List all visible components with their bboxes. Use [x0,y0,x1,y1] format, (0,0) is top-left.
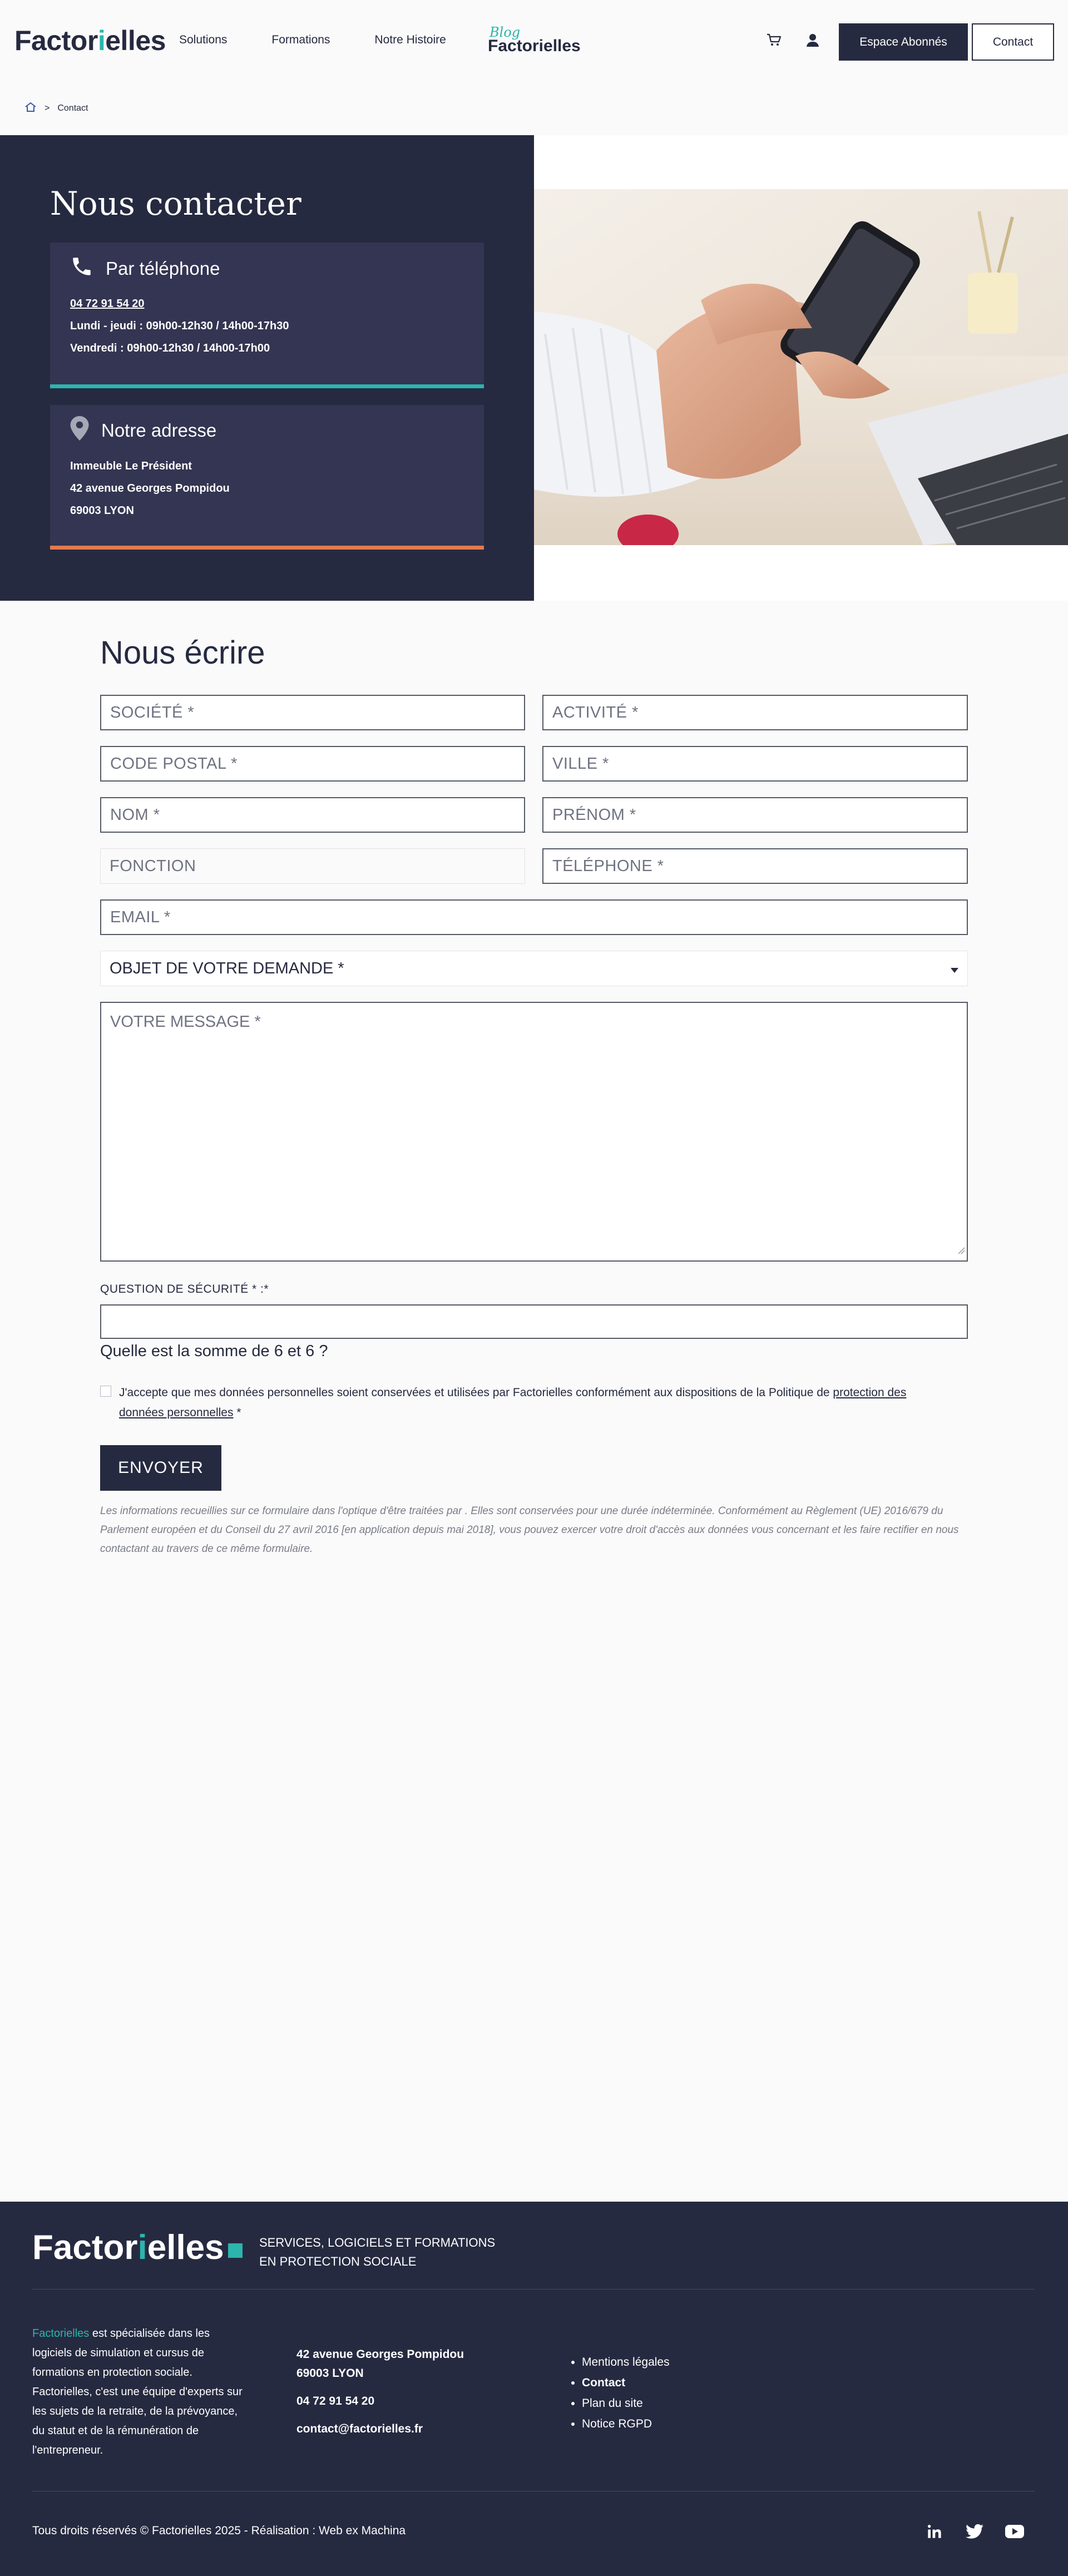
subscriber-area-button[interactable]: Espace Abonnés [839,23,968,61]
footer-contact-info [296,2345,464,2439]
cart-icon[interactable] [764,31,783,50]
breadcrumb [24,102,88,115]
footer-email[interactable]: contact@factorielles.fr [296,2422,423,2435]
message-textarea[interactable]: VOTRE MESSAGE * [100,1002,968,1262]
hours-friday: Vendredi : 09h00-12h30 / 14h00-17h00 [70,342,270,354]
footer-about: Factorielles est spécialisée dans les logiciels de simulation et cursus de formations en protection sociale. Factorielles, c'est une équipe d'experts sur les sujets de la retraite, de la prévoyance, du statut et de la rémunération de l'entrepreneur. [32,2327,243,2456]
security-answer-input[interactable] [100,1304,968,1339]
location-pin-icon [70,416,89,445]
ville-field[interactable]: VILLE * [542,746,968,782]
footer-address-1: 42 avenue Georges Pompidou [296,2348,464,2361]
email-field[interactable]: EMAIL * [100,899,968,935]
site-header [0,0,1068,82]
footer-link-mentions[interactable]: • Mentions légales [582,2352,670,2372]
footer-link-plan[interactable]: • Plan du site [582,2393,670,2414]
footer-tagline: SERVICES, LOGICIELS ET FORMATIONS EN PROTECTION SOCIALE [259,2236,496,2268]
phone-card-accent [50,384,484,388]
footer-links [568,2352,670,2434]
nom-field[interactable]: NOM * [100,797,525,833]
chevron-down-icon [951,960,958,978]
phone-card [50,243,484,388]
footer-link-contact[interactable]: • Contact [582,2372,670,2393]
address-line-3: 69003 LYON [70,505,134,517]
consent-text: J'accepte que mes données personnelles soient conservées et utilisées par Factorielles conformément aux dispositions de la Politique de protection des données personnelles * [119,1386,907,1419]
main-nav [179,33,491,47]
address-card [50,405,484,550]
phone-card-title: Par téléphone [106,258,220,279]
form-title: Nous écrire [100,635,265,671]
breadcrumb-separator: > [44,103,50,113]
address-card-title: Notre adresse [101,420,217,441]
address-card-accent [50,546,484,550]
nav-solutions[interactable]: Solutions [179,33,228,46]
site-footer [0,2202,1068,2576]
subject-select[interactable] [100,951,968,986]
hours-mon-thu: Lundi - jeudi : 09h00-12h30 / 14h00-17h30 [70,320,289,332]
blog-logo[interactable] [487,24,581,58]
twitter-icon[interactable] [965,2521,985,2542]
security-question-text: Quelle est la somme de 6 et 6 ? [100,1342,328,1360]
footer-copyright: Tous droits réservés © Factorielles 2025 - Réalisation : Web ex Machina [32,2524,406,2537]
breadcrumb-current: Contact [57,103,88,113]
prenom-field[interactable]: PRÉNOM * [542,797,968,833]
resize-handle-icon[interactable] [957,1240,965,1259]
site-logo[interactable]: Factorielles [14,25,166,56]
address-line-1: Immeuble Le Président [70,460,192,472]
linkedin-icon[interactable] [924,2521,945,2542]
user-icon[interactable] [803,31,822,50]
legal-notice: Les informations recueillies sur ce formulaire dans l'optique d'être traitées par . Elles sont conservées pour une durée indéterminée. Conformément au Règlement (UE) 2016/679 du Parlement européen et du Conseil du 27 avril 2016 [en application depuis mai 2018], vous pouvez exercer votre droit d'accès aux données vous concernant et les faire rectifier en nous contactant au travers de ce même formulaire. [100,1505,959,1555]
phone-icon [70,255,93,283]
subject-select-value: OBJET DE VOTRE DEMANDE * [110,959,344,977]
blog-label: Blog [490,24,521,40]
nav-formations[interactable]: Formations [271,33,330,46]
security-question-label: QUESTION DE SÉCURITÉ * :* [100,1283,269,1296]
footer-link-rgpd[interactable]: • Notice RGPD [582,2414,670,2434]
footer-accent-square [228,2243,243,2258]
contact-button[interactable]: Contact [972,23,1054,61]
phone-number-link[interactable]: 04 72 91 54 20 [70,298,145,310]
submit-button[interactable]: ENVOYER [100,1445,221,1491]
page-title: Nous contacter [50,185,301,223]
home-icon[interactable] [24,102,37,115]
footer-divider-top [32,2289,1035,2290]
consent-checkbox[interactable] [100,1386,111,1397]
address-line-2: 42 avenue Georges Pompidou [70,482,230,495]
blog-brand: Factorielles [488,37,581,55]
code-postal-field[interactable]: CODE POSTAL * [100,746,525,782]
nav-notre-histoire[interactable]: Notre Histoire [374,33,446,46]
telephone-field[interactable]: TÉLÉPHONE * [542,848,968,884]
footer-phone[interactable]: 04 72 91 54 20 [296,2395,375,2407]
privacy-policy-link[interactable]: protection des données personnelles [119,1386,907,1419]
hero-phone-photo [534,189,1068,545]
fonction-field[interactable]: FONCTION [100,848,525,884]
footer-address-2: 69003 LYON [296,2367,364,2380]
activite-field[interactable]: ACTIVITÉ * [542,695,968,730]
footer-logo[interactable]: Factorielles [32,2228,224,2267]
societe-field[interactable]: SOCIÉTÉ * [100,695,525,730]
youtube-icon[interactable] [1005,2521,1025,2542]
